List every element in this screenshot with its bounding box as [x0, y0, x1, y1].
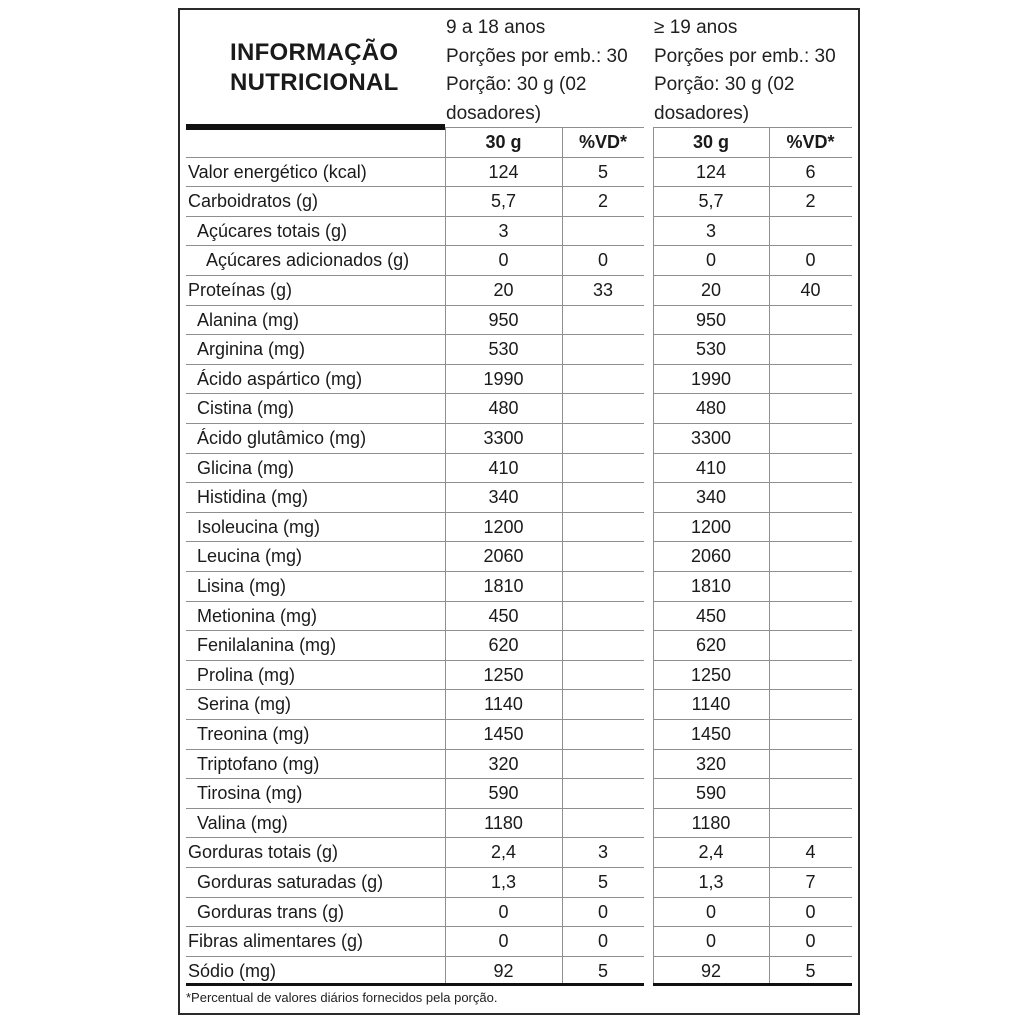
youth-amount: 1140	[484, 694, 523, 714]
youth-amount: 1450	[483, 724, 524, 744]
youth-vd	[562, 424, 644, 452]
youth-vd	[562, 394, 644, 422]
youth-vd: 5	[597, 872, 608, 892]
nutrient-label: Fibras alimentares (g)	[188, 931, 364, 951]
youth-vd: 0	[597, 931, 608, 951]
youth-vd	[562, 690, 644, 718]
adult-vd: 4	[805, 842, 816, 862]
youth-vd	[562, 365, 644, 393]
nutrient-label: Alanina (mg)	[197, 310, 300, 330]
youth-amount: 590	[488, 783, 519, 803]
adult-vd	[769, 454, 852, 482]
adult-amount: 1,3	[698, 872, 724, 892]
youth-amount: 950	[488, 310, 519, 330]
adult-vd: 40	[800, 280, 821, 300]
adult-vd	[769, 542, 852, 570]
adult-amount: 620	[695, 635, 727, 655]
adult-amount: 0	[705, 902, 716, 922]
nutrient-label: Lisina (mg)	[197, 576, 287, 596]
adult-vd: 0	[805, 902, 816, 922]
adult-amount: 1450	[690, 724, 732, 744]
adult-amount: 1140	[691, 694, 731, 714]
youth-amount: 450	[488, 606, 519, 626]
youth-amount: 1180	[484, 813, 523, 833]
adult-amount: 1250	[690, 665, 732, 685]
nutrient-label: Metionina (mg)	[197, 606, 318, 626]
youth-amount: 92	[493, 961, 514, 981]
nutrient-label: Leucina (mg)	[197, 546, 303, 566]
group-portion-line-1: Porção: 30 g (02	[446, 74, 587, 95]
youth-vd	[562, 602, 644, 630]
youth-vd	[562, 335, 644, 363]
table-title	[230, 38, 430, 98]
nutrient-label: Carboidratos (g)	[188, 191, 319, 211]
nutrient-label: Tirosina (mg)	[197, 783, 303, 803]
youth-vd	[562, 661, 644, 689]
youth-amount: 1250	[483, 665, 524, 685]
adult-vd	[769, 217, 852, 245]
title-line-1: INFORMAÇÃO	[230, 39, 399, 66]
adult-vd	[769, 424, 852, 452]
adult-amount: 320	[695, 754, 727, 774]
youth-amount: 1990	[483, 369, 524, 389]
youth-vd	[562, 572, 644, 600]
nutrient-label: Sódio (mg)	[188, 961, 277, 981]
youth-vd: 33	[592, 280, 614, 300]
youth-vd	[562, 779, 644, 807]
adult-amount: 450	[695, 606, 727, 626]
nutrient-label: Fenilalanina (mg)	[197, 635, 337, 655]
group-portion-line-2: dosadores)	[654, 102, 750, 124]
youth-vd	[562, 483, 644, 511]
adult-vd: 7	[805, 872, 816, 892]
youth-vd	[562, 750, 644, 778]
title-line-2: NUTRICIONAL	[230, 69, 399, 96]
youth-amount: 530	[488, 339, 519, 359]
adult-vd	[769, 661, 852, 689]
adult-amount: 2,4	[698, 842, 724, 862]
nutrient-label: Treonina (mg)	[197, 724, 310, 744]
adult-amount: 0	[705, 250, 716, 270]
adult-amount: 340	[695, 487, 727, 507]
group-age: ≥ 19 anos	[654, 17, 738, 38]
adult-vd	[769, 483, 852, 511]
adult-vd	[769, 690, 852, 718]
group-header-youth	[446, 14, 628, 128]
group-header-adult	[654, 14, 836, 128]
footer-bar-right	[653, 983, 852, 986]
youth-vd	[562, 306, 644, 334]
adult-amount: 480	[695, 398, 727, 418]
adult-amount: 1810	[690, 576, 732, 596]
youth-amount: 0	[498, 902, 509, 922]
youth-amount: 410	[488, 458, 519, 478]
group-age: 9 a 18 anos	[446, 17, 546, 38]
column-header-amount: 30 g	[692, 132, 730, 152]
nutrient-label: Ácido glutâmico (mg)	[197, 428, 367, 448]
adult-vd: 6	[805, 162, 816, 182]
youth-amount: 20	[493, 280, 514, 300]
youth-vd: 5	[597, 162, 608, 182]
adult-vd: 0	[805, 250, 816, 270]
adult-vd: 0	[805, 931, 816, 951]
column-header-amount: 30 g	[485, 132, 522, 152]
footnote: *Percentual de valores diários fornecidos pela porção.	[186, 990, 498, 1005]
adult-vd	[769, 306, 852, 334]
youth-vd	[562, 217, 644, 245]
youth-vd: 2	[597, 191, 608, 211]
youth-vd	[562, 513, 644, 541]
youth-vd: 5	[597, 961, 608, 981]
adult-amount: 410	[695, 458, 727, 478]
adult-amount: 3	[705, 221, 716, 241]
nutrient-label: Valina (mg)	[197, 813, 288, 833]
youth-vd: 0	[597, 250, 608, 270]
youth-amount: 3	[498, 221, 509, 241]
adult-amount: 0	[705, 931, 716, 951]
nutrient-label: Açúcares totais (g)	[197, 221, 348, 241]
youth-amount: 480	[488, 398, 519, 418]
adult-amount: 950	[695, 310, 727, 330]
nutrient-label: Gorduras saturadas (g)	[197, 872, 384, 892]
group-portion-line-2: dosadores)	[446, 102, 542, 124]
nutrient-label: Valor energético (kcal)	[188, 162, 367, 182]
nutrient-label: Prolina (mg)	[197, 665, 296, 685]
youth-vd: 0	[597, 902, 608, 922]
adult-vd: 5	[805, 961, 816, 981]
adult-amount: 92	[700, 961, 722, 981]
nutrient-label: Açúcares adicionados (g)	[206, 250, 410, 270]
adult-vd	[769, 779, 852, 807]
footer-bar-left	[186, 983, 644, 986]
adult-amount: 20	[700, 280, 722, 300]
nutrient-label: Ácido aspártico (mg)	[197, 369, 363, 389]
column-header-vd: %VD*	[786, 132, 835, 152]
youth-vd	[562, 542, 644, 570]
nutrient-label: Glicina (mg)	[197, 458, 295, 478]
nutrient-label: Gorduras totais (g)	[188, 842, 339, 862]
nutrient-label: Cistina (mg)	[197, 398, 295, 418]
nutrient-label: Histidina (mg)	[197, 487, 309, 507]
youth-amount: 1810	[483, 576, 524, 596]
youth-amount: 2060	[483, 546, 524, 566]
adult-vd	[769, 365, 852, 393]
youth-amount: 1,3	[490, 872, 517, 892]
adult-amount: 1180	[691, 813, 731, 833]
group-servings: Porções por emb.: 30	[446, 45, 628, 67]
adult-amount: 590	[695, 783, 727, 803]
adult-vd	[769, 720, 852, 748]
youth-amount: 320	[488, 754, 519, 774]
adult-amount: 2060	[690, 546, 732, 566]
adult-vd	[769, 809, 852, 837]
group-portion-line-1: Porção: 30 g (02	[654, 74, 795, 95]
youth-amount: 1200	[483, 517, 524, 537]
nutrient-label: Serina (mg)	[197, 694, 292, 714]
youth-vd	[562, 631, 644, 659]
adult-vd	[769, 631, 852, 659]
youth-vd: 3	[597, 842, 608, 862]
youth-amount: 340	[488, 487, 519, 507]
youth-amount: 5,7	[490, 191, 517, 211]
youth-vd	[562, 809, 644, 837]
group-servings: Porções por emb.: 30	[654, 45, 836, 67]
adult-vd	[769, 750, 852, 778]
youth-amount: 0	[498, 250, 509, 270]
nutrient-label: Proteínas (g)	[188, 280, 293, 300]
youth-amount: 3300	[483, 428, 524, 448]
nutrient-label: Arginina (mg)	[197, 339, 306, 359]
youth-vd	[562, 720, 644, 748]
nutrient-label: Gorduras trans (g)	[197, 902, 345, 922]
adult-amount: 1990	[690, 369, 732, 389]
adult-vd	[769, 572, 852, 600]
adult-amount: 3300	[690, 428, 732, 448]
adult-amount: 530	[695, 339, 727, 359]
youth-vd	[562, 454, 644, 482]
youth-amount: 0	[498, 931, 509, 951]
column-header-vd: %VD*	[578, 132, 627, 152]
nutrient-label: Isoleucina (mg)	[197, 517, 321, 537]
youth-amount: 620	[488, 635, 519, 655]
adult-vd	[769, 602, 852, 630]
youth-amount: 124	[488, 162, 519, 182]
header-thick-bar	[186, 124, 445, 130]
adult-vd: 2	[805, 191, 816, 211]
adult-amount: 5,7	[698, 191, 724, 211]
nutrient-label: Triptofano (mg)	[197, 754, 320, 774]
adult-vd	[769, 335, 852, 363]
youth-amount: 2,4	[490, 842, 517, 862]
adult-amount: 1200	[690, 517, 732, 537]
adult-vd	[769, 513, 852, 541]
adult-vd	[769, 394, 852, 422]
adult-amount: 124	[695, 162, 727, 182]
